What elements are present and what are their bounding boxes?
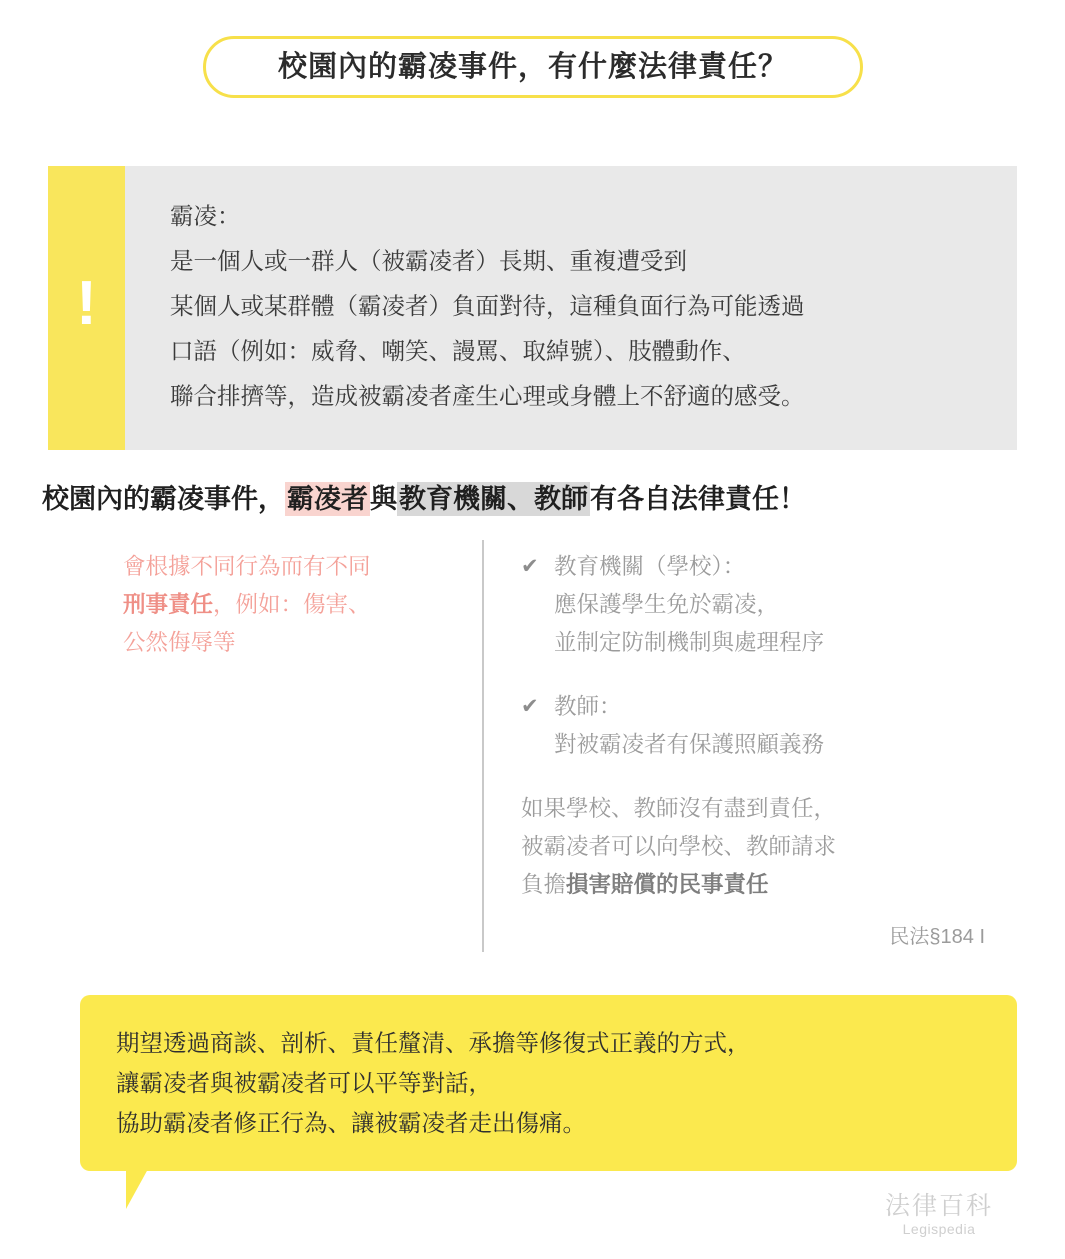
- definition-line: 口語（例如：威脅、嘲笑、謾罵、取綽號）、肢體動作、: [170, 338, 746, 364]
- logo-sub-text: Legispedia: [902, 1221, 976, 1237]
- check-icon: ✔: [521, 555, 539, 578]
- list-item-line: 教師：: [554, 694, 622, 719]
- logo-main-text: 法律百科: [884, 1192, 993, 1220]
- definition-line: 是一個人或一群人（被霸凌者）長期、重複遭受到: [170, 248, 687, 274]
- page-title: 校園內的霸凌事件，有什麼法律責任？: [277, 50, 788, 83]
- list-item-line: 並制定防制機制與處理程序: [554, 630, 825, 655]
- site-logo: [885, 1191, 993, 1237]
- definition-accent-bar: [48, 166, 125, 450]
- closing-message-line: 期望透過商談、剖析、責任釐清、承擔等修復式正義的方式，: [116, 1030, 751, 1056]
- definition-line: 某個人或某群體（霸凌者）負面對待，這種負面行為可能透過: [170, 293, 805, 319]
- list-item: [521, 548, 991, 662]
- section-heading: [42, 483, 806, 515]
- section-heading-part1: 校園內的霸凌事件，: [42, 484, 285, 514]
- closing-message-text: [80, 995, 1017, 1171]
- liability-note: [521, 790, 991, 904]
- list-item-line: 應保護學生免於霸凌，: [554, 592, 780, 617]
- liability-note-line2: 被霸凌者可以向學校、教師請求: [521, 834, 837, 859]
- left-column-line1: 會根據不同行為而有不同: [123, 554, 371, 579]
- exclamation-mark-icon: !: [76, 269, 97, 338]
- section-heading-part3: 有各自法律責任！: [590, 484, 806, 514]
- left-column-criminal-liability: [123, 548, 463, 662]
- liability-note-line1: 如果學校、教師沒有盡到責任，: [521, 796, 837, 821]
- liability-note-line3-prefix: 負擔: [521, 872, 567, 897]
- bubble-tail: [126, 1169, 148, 1209]
- legal-citation: 民法§184 I: [889, 926, 985, 948]
- closing-message-line: 協助霸凌者修正行為、讓被霸凌者走出傷痛。: [116, 1110, 586, 1136]
- left-column-line2: ，例如：傷害、: [213, 592, 371, 617]
- list-item-line: 對被霸凌者有保護照顧義務: [554, 732, 825, 757]
- list-item-line: 教育機關（學校）：: [554, 554, 746, 579]
- list-item: [521, 688, 991, 764]
- section-heading-highlight-bully: 霸凌者: [287, 484, 368, 514]
- definition-box: [48, 166, 1017, 450]
- definition-text: [125, 166, 821, 450]
- right-column-institution-liability: [521, 548, 991, 956]
- title-pill: [203, 36, 863, 98]
- liability-note-line3-bold: 損害賠償的民事責任: [566, 872, 769, 897]
- column-divider: [482, 540, 484, 952]
- closing-message-line: 讓霸凌者與被霸凌者可以平等對話，: [116, 1070, 492, 1096]
- definition-line: 聯合排擠等，造成被霸凌者產生心理或身體上不舒適的感受。: [170, 383, 805, 409]
- title-banner: [203, 36, 863, 98]
- left-column-bold: 刑事責任: [123, 592, 214, 617]
- left-column-line3: 公然侮辱等: [123, 630, 236, 655]
- definition-line: 霸凌：: [170, 203, 241, 229]
- section-heading-highlight-school: 教育機關、教師: [399, 484, 588, 514]
- closing-message-bubble: [80, 995, 1017, 1171]
- check-icon: ✔: [521, 695, 539, 718]
- section-heading-part2: 與: [370, 484, 397, 514]
